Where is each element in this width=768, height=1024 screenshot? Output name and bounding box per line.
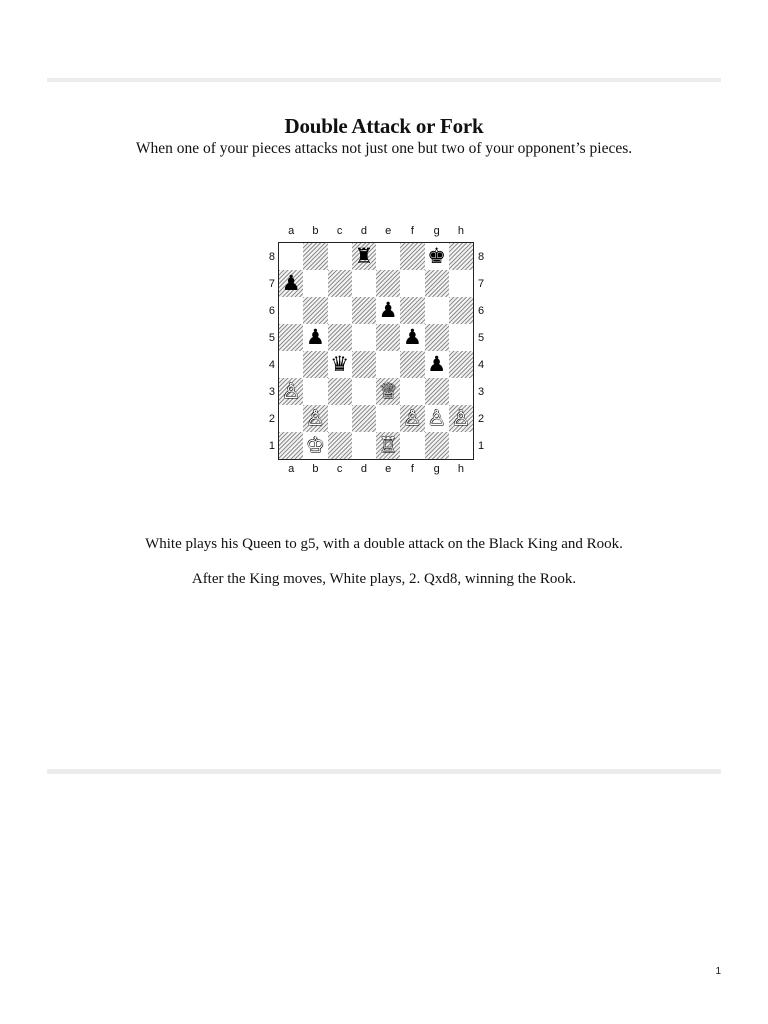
square-h3	[449, 378, 473, 405]
rank-label-1: 1	[268, 439, 275, 452]
file-label-d: d	[360, 225, 367, 237]
caption-line-1: White plays his Queen to g5, with a double attack on the Black King and Rook.	[145, 536, 623, 552]
square-c6	[328, 297, 352, 324]
square-d5	[352, 324, 376, 351]
file-label-g: g	[433, 463, 440, 475]
rank-label-2: 2	[478, 412, 485, 425]
file-label-f: f	[410, 463, 414, 475]
square-d6	[352, 297, 376, 324]
square-a6	[279, 297, 303, 324]
square-g4	[425, 351, 449, 378]
top-divider	[47, 78, 721, 82]
square-a3	[279, 378, 303, 405]
rank-label-2: 2	[268, 412, 275, 425]
black-pawn-icon: ♟	[427, 352, 447, 376]
square-d7	[352, 270, 376, 297]
white-rook-icon: ♖	[378, 433, 398, 457]
file-label-c: c	[336, 225, 343, 237]
square-g3	[425, 378, 449, 405]
page-number: 1	[715, 966, 721, 977]
square-a7	[279, 270, 303, 297]
square-g1	[425, 432, 449, 459]
square-a8	[279, 243, 303, 270]
file-label-c: c	[336, 463, 343, 475]
square-f8	[400, 243, 424, 270]
square-h7	[449, 270, 473, 297]
square-d3	[352, 378, 376, 405]
square-b3	[303, 378, 327, 405]
square-e2	[376, 405, 400, 432]
rank-label-5: 5	[268, 331, 275, 344]
rank-label-5: 5	[478, 331, 485, 344]
square-h4	[449, 351, 473, 378]
black-pawn-icon: ♟	[378, 298, 398, 322]
square-a4	[279, 351, 303, 378]
square-c5	[328, 324, 352, 351]
square-g6	[425, 297, 449, 324]
black-pawn-icon: ♟	[402, 325, 422, 349]
file-label-a: a	[288, 463, 295, 475]
square-c7	[328, 270, 352, 297]
square-h1	[449, 432, 473, 459]
file-label-e: e	[385, 225, 392, 237]
square-e1	[376, 432, 400, 459]
rank-label-3: 3	[268, 385, 275, 398]
square-h2	[449, 405, 473, 432]
white-pawn-icon: ♙	[427, 406, 447, 430]
file-label-d: d	[360, 463, 367, 475]
page-title: Double Attack or Fork	[284, 114, 484, 138]
square-c8	[328, 243, 352, 270]
square-d4	[352, 351, 376, 378]
square-b5	[303, 324, 327, 351]
file-label-a: a	[288, 225, 295, 237]
file-label-f: f	[410, 225, 414, 237]
square-e3	[376, 378, 400, 405]
square-f7	[400, 270, 424, 297]
rank-label-6: 6	[478, 304, 485, 317]
square-d8	[352, 243, 376, 270]
page-subtitle: When one of your pieces attacks not just one but two of your opponent’s pieces.	[135, 140, 633, 157]
square-b6	[303, 297, 327, 324]
square-b7	[303, 270, 327, 297]
file-label-e: e	[385, 463, 392, 475]
file-label-h: h	[457, 463, 464, 475]
white-pawn-icon: ♙	[402, 406, 422, 430]
rank-label-3: 3	[478, 385, 485, 398]
square-g2	[425, 405, 449, 432]
black-queen-icon: ♛	[330, 352, 350, 376]
rank-label-8: 8	[478, 250, 485, 263]
bottom-divider	[47, 769, 721, 774]
square-h5	[449, 324, 473, 351]
rank-label-6: 6	[268, 304, 275, 317]
caption-line-2: After the King moves, White plays, 2. Qxd8, winning the Rook.	[191, 571, 577, 587]
square-e5	[376, 324, 400, 351]
rank-label-4: 4	[478, 358, 485, 371]
square-h8	[449, 243, 473, 270]
rank-label-7: 7	[268, 277, 275, 290]
file-label-h: h	[457, 225, 464, 237]
square-d2	[352, 405, 376, 432]
square-a5	[279, 324, 303, 351]
square-b4	[303, 351, 327, 378]
rank-label-4: 4	[268, 358, 275, 371]
rank-label-8: 8	[268, 250, 275, 263]
square-f1	[400, 432, 424, 459]
square-a1	[279, 432, 303, 459]
square-b1	[303, 432, 327, 459]
square-g5	[425, 324, 449, 351]
white-pawn-icon: ♙	[281, 379, 301, 403]
square-a2	[279, 405, 303, 432]
black-king-icon: ♚	[427, 244, 447, 268]
white-pawn-icon: ♙	[451, 406, 471, 430]
square-d1	[352, 432, 376, 459]
chess-board	[278, 242, 474, 460]
square-e6	[376, 297, 400, 324]
square-e7	[376, 270, 400, 297]
square-f5	[400, 324, 424, 351]
white-king-icon: ♔	[305, 433, 325, 457]
square-g7	[425, 270, 449, 297]
rank-label-1: 1	[478, 439, 485, 452]
square-e4	[376, 351, 400, 378]
square-f3	[400, 378, 424, 405]
square-c2	[328, 405, 352, 432]
file-label-g: g	[433, 225, 440, 237]
square-f4	[400, 351, 424, 378]
square-b2	[303, 405, 327, 432]
square-h6	[449, 297, 473, 324]
rank-label-7: 7	[478, 277, 485, 290]
square-e8	[376, 243, 400, 270]
square-c4	[328, 351, 352, 378]
file-label-b: b	[312, 225, 319, 237]
square-b8	[303, 243, 327, 270]
black-rook-icon: ♜	[354, 244, 374, 268]
white-queen-icon: ♕	[378, 379, 398, 403]
white-pawn-icon: ♙	[305, 406, 325, 430]
square-g8	[425, 243, 449, 270]
black-pawn-icon: ♟	[281, 271, 301, 295]
square-c1	[328, 432, 352, 459]
square-c3	[328, 378, 352, 405]
square-f6	[400, 297, 424, 324]
file-label-b: b	[312, 463, 319, 475]
square-f2	[400, 405, 424, 432]
black-pawn-icon: ♟	[305, 325, 325, 349]
